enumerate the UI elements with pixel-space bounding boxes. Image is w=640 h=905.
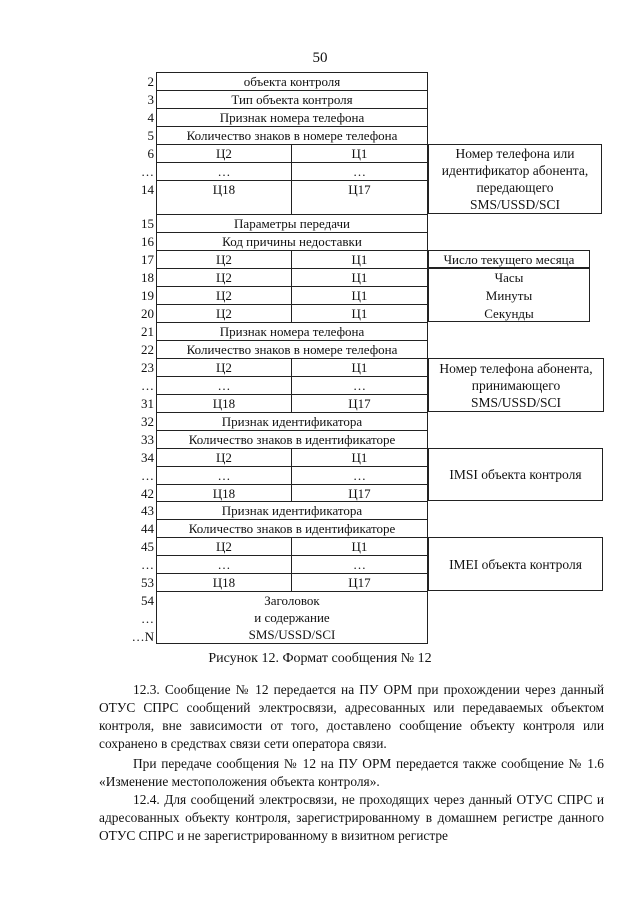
row-number: 14	[141, 182, 154, 197]
paragraph: При передаче сообщения № 12 на ПУ ОРМ передается также сообщение № 1.6 «Изменение местоположения объекта контроля».	[99, 756, 604, 789]
row-number: …N	[131, 629, 154, 644]
row-number: 6	[147, 146, 154, 161]
row-number: 34	[141, 450, 154, 465]
digit-cell: Ц2	[216, 270, 232, 285]
header-content-cell	[157, 592, 427, 643]
phone-flag-cell: Признак номера телефона	[219, 324, 365, 339]
digit-cell: Ц1	[351, 288, 368, 303]
row-number: 17	[141, 252, 154, 267]
row-number: 4	[147, 110, 154, 125]
page-number: 50	[312, 50, 328, 66]
control-object-cell: объекта контроля	[243, 74, 341, 89]
id-flag-cell: Признак идентификатора	[221, 503, 363, 518]
nondelivery-code-cell: Код причины недоставки	[222, 234, 362, 249]
digit-cell: Ц17	[348, 182, 371, 197]
row-number: 5	[147, 128, 154, 143]
paragraph: 12.3. Сообщение № 12 передается на ПУ ОРМ при прохождении через данный ОТУС СПРС сообщений электросвязи, адресованных или передаваемых объектом контроля, вне зависимости от того, доставлено сообщение объекту контроля или сохранено в средствах связи сети оператора связи.	[99, 682, 604, 751]
row-number: 2	[147, 74, 154, 89]
digit-cell: Ц18	[212, 575, 236, 590]
row-number: 43	[141, 503, 154, 518]
digit-cell: Ц2	[216, 288, 232, 303]
header-content-line: Заголовок	[264, 593, 320, 608]
receiver-id-line: SMS/USSD/SCI	[470, 394, 562, 410]
digit-cell: Ц1	[351, 252, 368, 267]
ellipsis-cell: …	[353, 557, 366, 572]
row-number: …	[141, 378, 154, 393]
row-number: 45	[141, 539, 154, 554]
row-number: 22	[141, 342, 154, 357]
paragraph: 12.4. Для сообщений электросвязи, не проходящих через данный ОТУС СПРС и адресованных объекту контроля, зарегистрированному в домашнем регистре данного ОТУС СПРС и не зарегистрированному в визитном регистре	[99, 792, 604, 843]
digit-cell: Ц2	[216, 306, 232, 321]
digit-cell: Ц17	[348, 575, 371, 590]
row-number: 3	[147, 92, 154, 107]
row-number: 33	[141, 432, 154, 447]
day-of-month-label: Число текущего месяца	[443, 251, 575, 267]
ellipsis-cell: …	[217, 557, 231, 572]
digit-cell: Ц18	[212, 396, 236, 411]
minutes-label: Минуты	[485, 288, 533, 303]
ellipsis-cell: …	[217, 164, 231, 179]
sender-id-label	[429, 145, 601, 213]
row-number: 53	[141, 575, 154, 590]
row-number: 44	[141, 521, 154, 536]
phone-digits-count-cell: Количество знаков в номере телефона	[186, 128, 398, 143]
hours-label: Часы	[494, 270, 524, 285]
row-number: …	[141, 611, 154, 626]
digit-cell: Ц1	[351, 539, 368, 554]
transfer-params-cell: Параметры передачи	[234, 216, 350, 231]
id-flag-cell: Признак идентификатора	[221, 414, 363, 429]
digit-cell: Ц2	[216, 252, 232, 267]
digit-cell: Ц1	[351, 306, 368, 321]
digit-cell: Ц1	[351, 450, 368, 465]
receiver-id-label	[429, 359, 603, 411]
sender-id-line: передающего	[476, 180, 554, 195]
sender-id-line: Номер телефона или	[455, 146, 575, 161]
ellipsis-cell: …	[353, 164, 366, 179]
sender-id-line: идентификатор абонента,	[441, 163, 589, 178]
digit-cell: Ц2	[216, 360, 232, 375]
id-digits-count-cell: Количество знаков в идентификаторе	[188, 432, 396, 447]
header-content-line: и содержание	[254, 610, 330, 625]
seconds-label: Секунды	[484, 306, 534, 321]
row-number: …	[141, 557, 154, 572]
digit-cell: Ц2	[216, 146, 232, 161]
digit-cell: Ц1	[351, 270, 368, 285]
digit-cell: Ц2	[216, 450, 232, 465]
sender-id-line: SMS/USSD/SCI	[469, 197, 561, 212]
header-content-line: SMS/USSD/SCI	[248, 627, 336, 642]
row-number: 19	[141, 288, 154, 303]
digit-cell: Ц2	[216, 539, 232, 554]
digit-cell: Ц18	[212, 485, 236, 501]
ellipsis-cell: …	[217, 378, 231, 393]
phone-digits-count-cell: Количество знаков в номере телефона	[186, 342, 398, 357]
digit-cell: Ц1	[351, 360, 368, 375]
row-number: 15	[141, 216, 154, 231]
row-number: 16	[141, 234, 154, 249]
digit-cell: Ц17	[348, 396, 371, 411]
receiver-id-line: Номер телефона абонента,	[439, 360, 593, 376]
digit-cell: Ц17	[348, 485, 371, 501]
control-object-type-cell: Тип объекта контроля	[231, 92, 353, 107]
row-number: 21	[141, 324, 154, 339]
row-number: 23	[141, 360, 154, 375]
ellipsis-cell: …	[353, 468, 366, 483]
receiver-id-line: принимающего	[471, 377, 561, 393]
row-number: …	[141, 468, 154, 483]
imei-label: IMEI объекта контроля	[449, 556, 582, 572]
row-number: 31	[141, 396, 154, 411]
digit-cell: Ц1	[351, 146, 368, 161]
row-number: 42	[141, 486, 154, 501]
id-digits-count-cell: Количество знаков в идентификаторе	[188, 521, 396, 536]
row-number: 18	[141, 270, 154, 285]
imsi-label: IMSI объекта контроля	[449, 467, 582, 482]
phone-flag-cell: Признак номера телефона	[219, 110, 365, 125]
digit-cell: Ц18	[212, 182, 236, 197]
row-number: 32	[141, 414, 154, 429]
row-number: 54	[141, 593, 154, 608]
figure-caption: Рисунок 12. Формат сообщения № 12	[208, 651, 432, 666]
ellipsis-cell: …	[353, 378, 366, 393]
row-number: …	[141, 164, 154, 179]
ellipsis-cell: …	[217, 468, 231, 483]
row-number: 20	[141, 306, 154, 321]
